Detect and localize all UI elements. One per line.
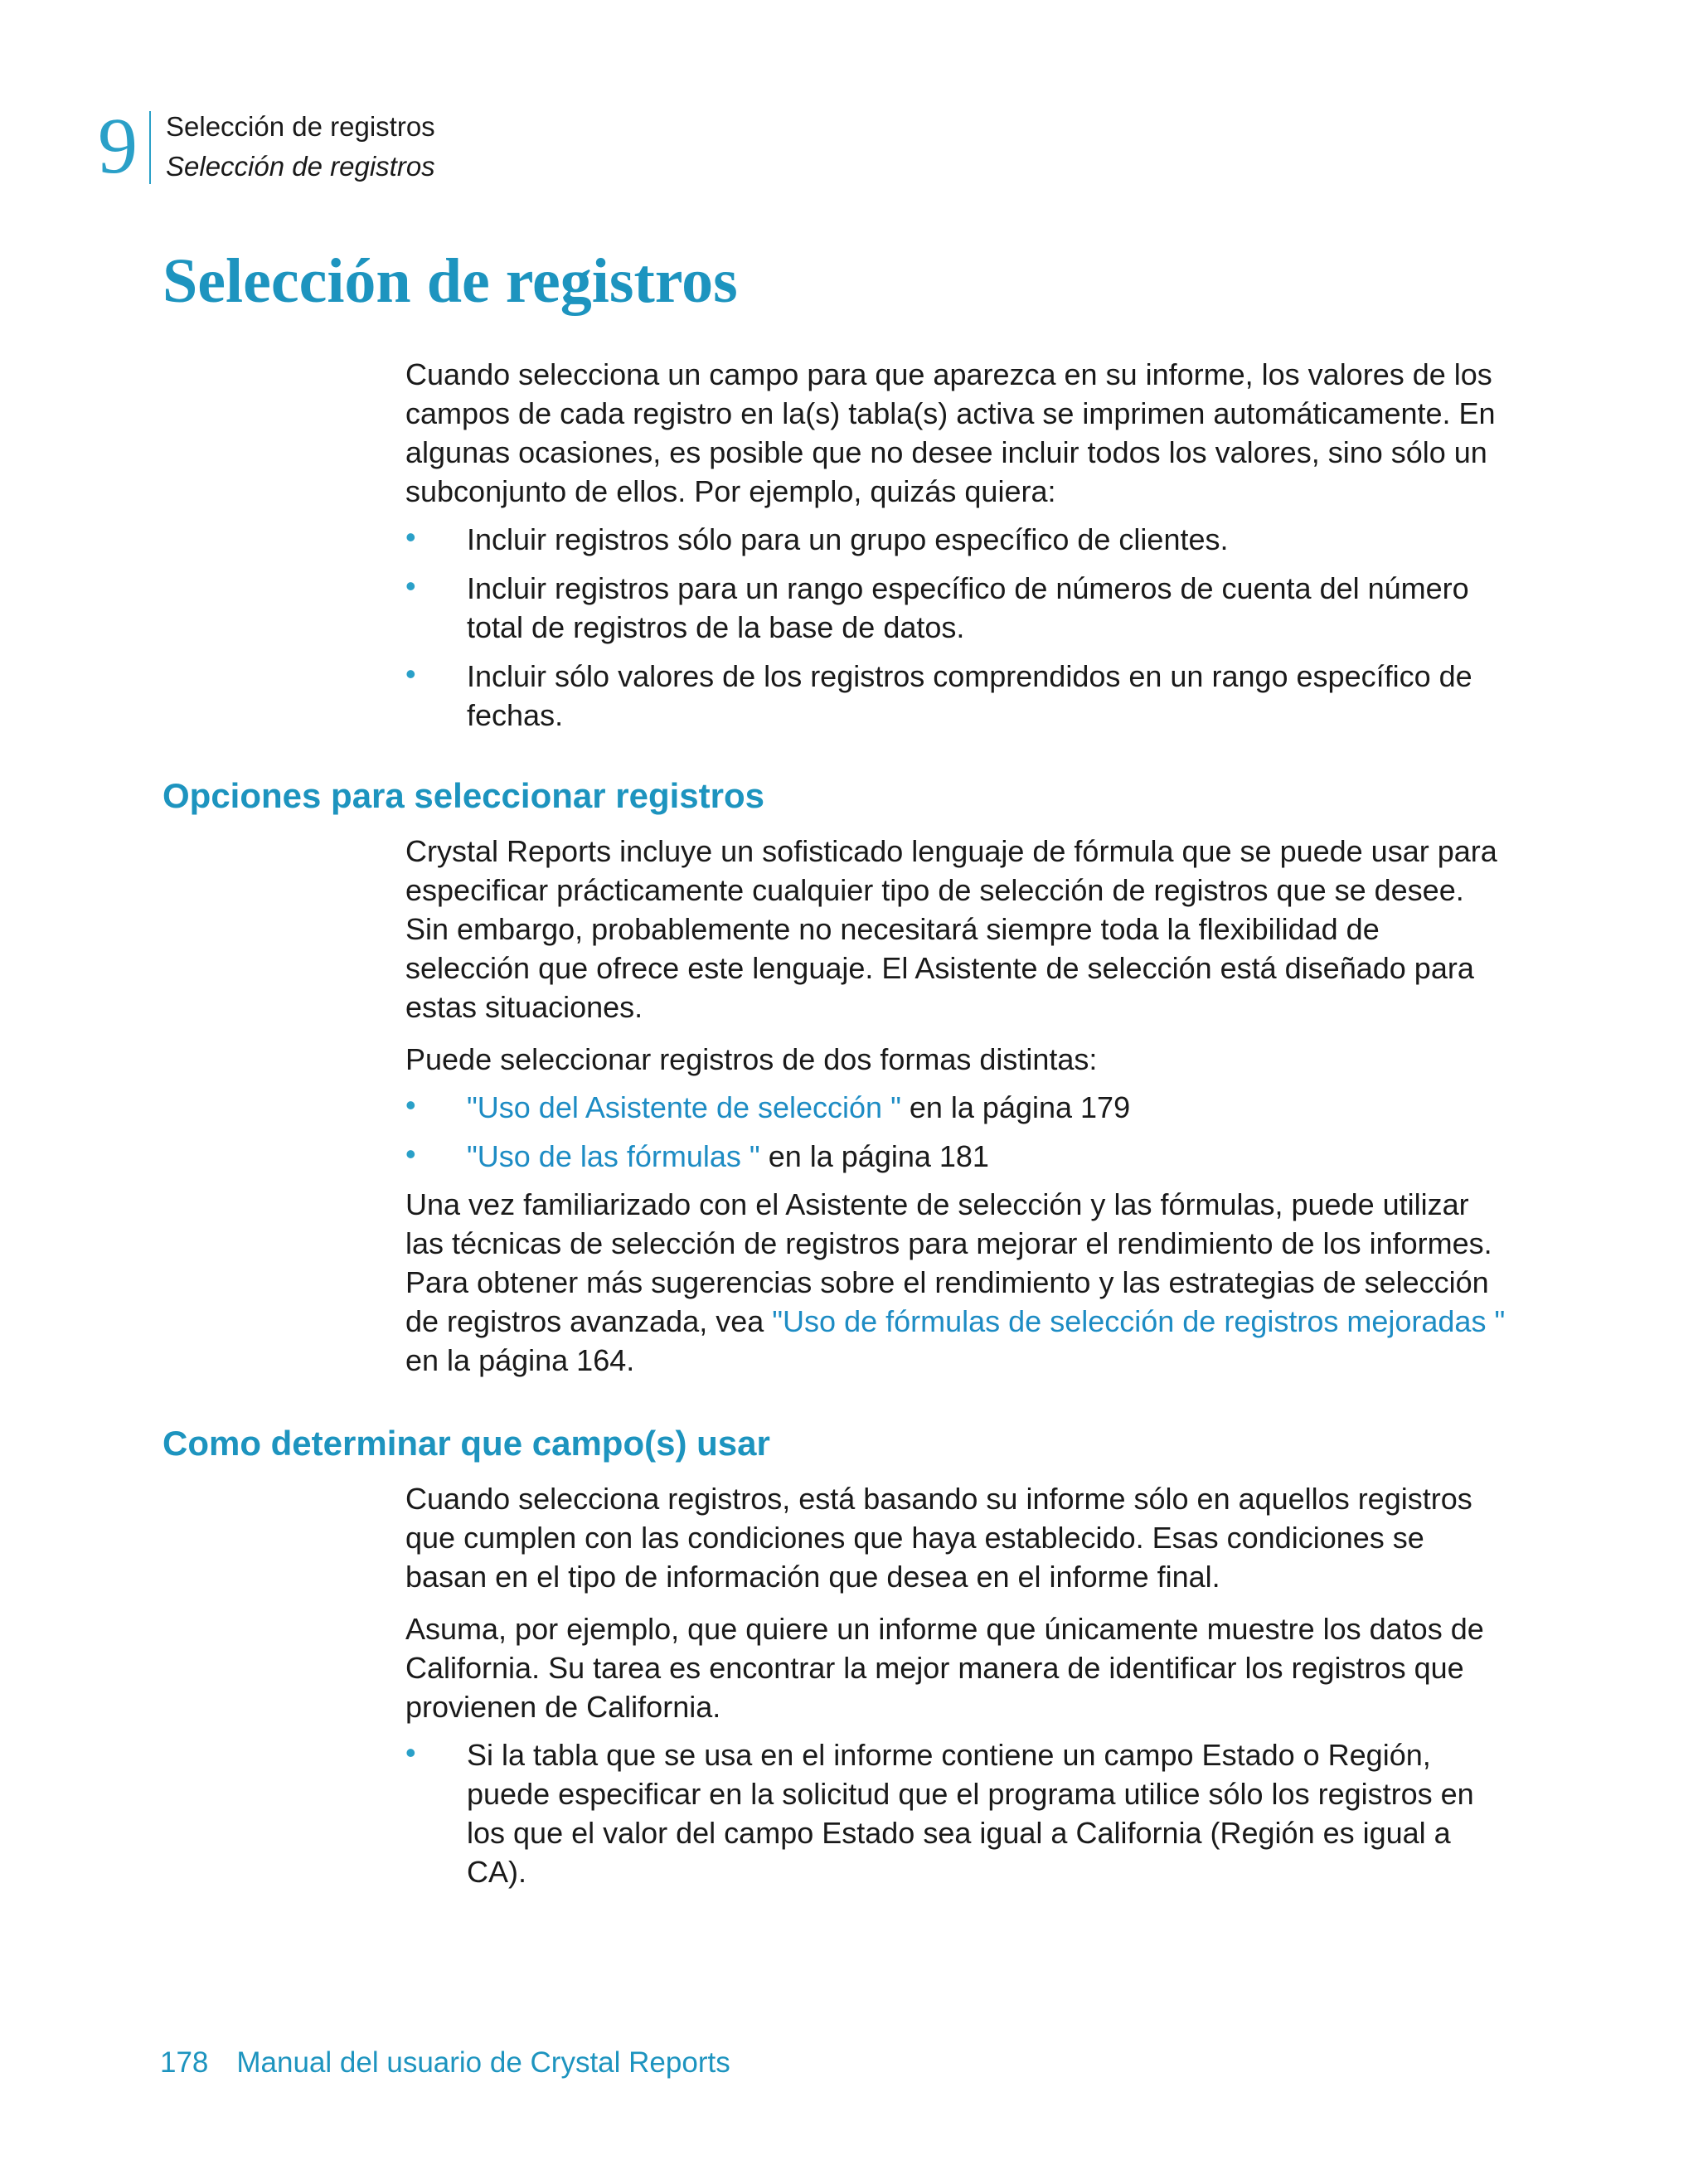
page-title: Selección de registros [163,246,738,316]
list-item: • Incluir registros para un rango específico de números de cuenta del número total de registros de la base de datos. [405,569,1469,644]
page-footer [160,2046,730,2080]
options-section [405,832,1508,1380]
link-selection-wizard[interactable]: "Uso del Asistente de selección " [467,1090,901,1124]
section-heading-fields: Como determinar que campo(s) usar [163,1424,770,1463]
list-item: • "Uso del Asistente de selección " en la página 179 [405,1088,1131,1124]
fields-section [405,1479,1508,1891]
intro-bullet-list [405,520,1508,735]
list-item: • Incluir sólo valores de los registros comprendidos en un rango específico de fechas. [405,657,1472,732]
options-link-list [405,1088,1508,1176]
list-item: • "Uso de las fórmulas " en la página 181 [405,1137,989,1173]
bullet-icon: • [405,657,416,691]
header-chapter-title: Selección de registros [166,111,435,142]
bullet-icon: • [405,1735,416,1769]
link-improved-formulas[interactable]: "Uso de fórmulas de selección de registros mejoradas " [772,1304,1506,1338]
list-item: • Si la tabla que se usa en el informe contiene un campo Estado o Región, puede especificar en la solicitud que el programa utilice sólo los registros en los que el valor del campo Estado sea igual a California (Región es igual a CA). [405,1735,1474,1889]
bullet-icon: • [405,1088,416,1122]
bullet-icon: • [405,520,416,554]
options-paragraph: Crystal Reports incluye un sofisticado lenguaje de fórmula que se puede usar para especificar prácticamente cualquier tipo de selección de registros que se desee. Sin embargo, probablemente no necesitará siempre toda la flexibilidad de selección que ofrece este lenguaje. El Asistente de selección está diseñado para estas situaciones. [405,834,1497,1024]
bullet-icon: • [405,1137,416,1171]
list-item: • Incluir registros sólo para un grupo específico de clientes. [405,520,1229,556]
options-closing-paragraph: Una vez familiarizado con el Asistente de selección y las fórmulas, puede utilizar las técnicas de selección de registros para mejorar el rendimiento de los informes. Para obtener más sugerencias sobre el rendimiento y las estrategias de selección de registros avanzada, vea "Uso de fórmulas de selección de registros mejoradas " en la página 164. [405,1187,1506,1377]
fields-bullet-list [405,1735,1508,1891]
fields-paragraph-1: Cuando selecciona registros, está basando su informe sólo en aquellos registros que cumplen con las condiciones que haya establecido. Esas condiciones se basan en el tipo de información que desea en el informe final. [405,1482,1472,1594]
page-number: 178 [160,2046,209,2079]
section-heading-options: Opciones para seleccionar registros [163,776,764,815]
header-divider [149,111,151,184]
intro-paragraph: Cuando selecciona un campo para que aparezca en su informe, los valores de los campos de cada registro en la(s) tabla(s) activa se imprimen automáticamente. En algunas ocasiones, es posible que no desee incluir todos los valores, sino sólo un subconjunto de ellos. Por ejemplo, quizás quiera: [405,357,1496,508]
link-formulas[interactable]: "Uso de las fórmulas " [467,1139,760,1173]
bullet-icon: • [405,569,416,603]
fields-paragraph-2: Asuma, por ejemplo, que quiere un informe que únicamente muestre los datos de California. Su tarea es encontrar la mejor manera de identificar los registros que provienen de California. [405,1612,1484,1724]
header-section-title: Selección de registros [166,151,435,182]
chapter-number: 9 [98,101,138,190]
options-intro-line: Puede seleccionar registros de dos formas distintas: [405,1042,1098,1076]
intro-section [405,355,1508,735]
footer-book-title: Manual del usuario de Crystal Reports [236,2046,730,2079]
